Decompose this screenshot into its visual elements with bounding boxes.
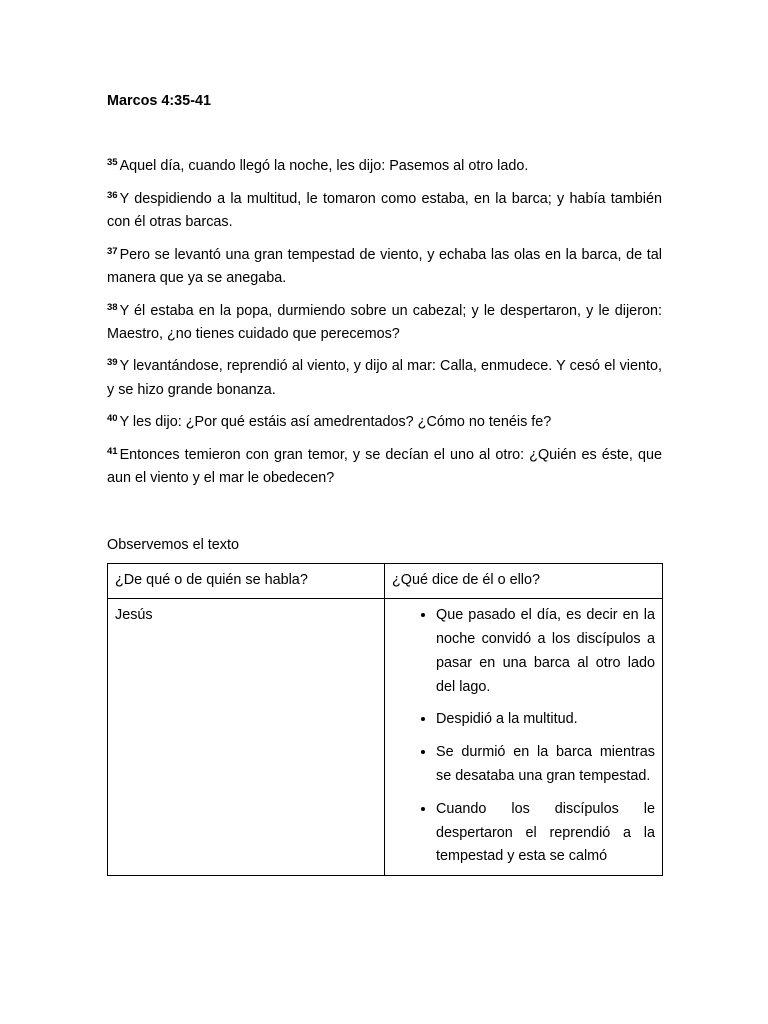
verse-text: Pero se levantó una gran tempestad de viento, y echaba las olas en la barca, de tal manera que ya se anegaba. xyxy=(107,246,662,286)
verse-number: 38 xyxy=(107,301,118,313)
list-item: • Se durmió en la barca mientras se desataba una gran tempestad. xyxy=(436,741,655,789)
verse-35 xyxy=(107,155,662,178)
verse-39 xyxy=(107,355,662,401)
table-cell-subject: Jesús xyxy=(108,599,385,876)
verse-number: 37 xyxy=(107,245,118,257)
bullet-list xyxy=(392,604,655,869)
section-subtitle: Observemos el texto xyxy=(107,537,239,553)
verse-37 xyxy=(107,244,662,290)
verse-number: 40 xyxy=(107,413,118,425)
verse-36 xyxy=(107,188,662,234)
verse-number: 35 xyxy=(107,157,118,168)
verse-38 xyxy=(107,300,662,346)
table-header-row xyxy=(108,564,663,599)
verse-text: Entonces temieron con gran temor, y se decían el uno al otro: ¿Quién es éste, que aun el viento y el mar le obedecen? xyxy=(107,447,662,487)
verse-list xyxy=(107,155,662,500)
verse-number: 36 xyxy=(107,189,118,201)
verse-text: Y levantándose, reprendió al viento, y dijo al mar: Calla, enmudece. Y cesó el viento, y se hizo grande bonanza. xyxy=(107,358,662,398)
passage-title: Marcos 4:35-41 xyxy=(107,93,211,109)
verse-40 xyxy=(107,411,662,434)
verse-text: Y les dijo: ¿Por qué estáis así amedrentados? ¿Cómo no tenéis fe? xyxy=(119,414,552,431)
table-row xyxy=(108,599,663,876)
list-item: • Despidió a la multitud. xyxy=(436,708,655,732)
verse-text: Y él estaba en la popa, durmiendo sobre un cabezal; y le despertaron, y le dijeron: Maestro, ¿no tienes cuidado que perecemos? xyxy=(107,302,662,342)
table-header-description: ¿Qué dice de él o ello? xyxy=(385,564,663,599)
list-item: • Cuando los discípulos le despertaron el reprendió a la tempestad y esta se calmó xyxy=(436,798,655,869)
table-cell-points xyxy=(385,599,663,876)
list-item: • Que pasado el día, es decir en la noche convidó a los discípulos a pasar en una barca al otro lado del lago. xyxy=(436,604,655,699)
table-header-subject: ¿De qué o de quién se habla? xyxy=(108,564,385,599)
observation-table xyxy=(107,563,663,876)
verse-41 xyxy=(107,444,662,490)
verse-number: 41 xyxy=(107,446,118,458)
verse-text: Y despidiendo a la multitud, le tomaron como estaba, en la barca; y había también con él otras barcas. xyxy=(107,190,662,230)
verse-text: Aquel día, cuando llegó la noche, les dijo: Pasemos al otro lado. xyxy=(119,158,529,174)
verse-number: 39 xyxy=(107,357,118,369)
